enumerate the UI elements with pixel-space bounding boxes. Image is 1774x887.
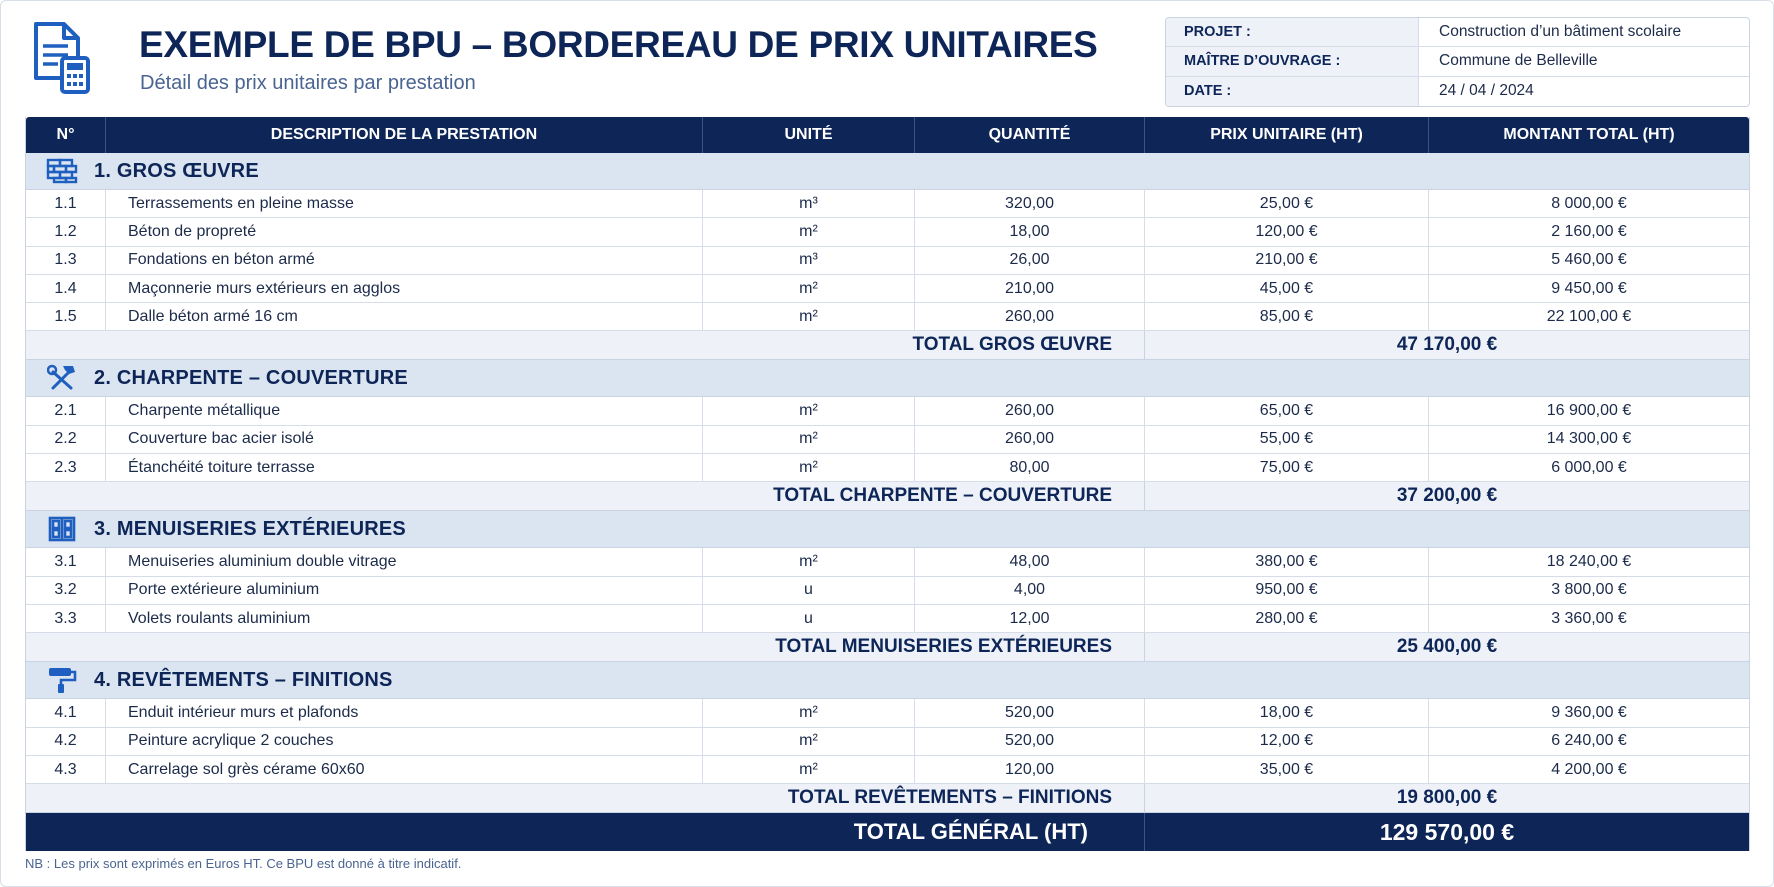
subtotal-label: TOTAL REVÊTEMENTS – FINITIONS: [26, 784, 1145, 812]
item-quantity: 18,00: [915, 218, 1145, 245]
item-description: Charpente métallique: [106, 397, 703, 424]
item-number: 1.5: [26, 303, 106, 330]
table-row: [26, 426, 1749, 454]
subtotal-label: TOTAL MENUISERIES EXTÉRIEURES: [26, 633, 1145, 661]
item-description: Peinture acrylique 2 couches: [106, 728, 703, 755]
item-description: Couverture bac acier isolé: [106, 426, 703, 453]
item-unit: u: [703, 605, 915, 632]
item-unit-price: 65,00 €: [1145, 397, 1429, 424]
item-description: Étanchéité toiture terrasse: [106, 454, 703, 481]
item-unit-price: 120,00 €: [1145, 218, 1429, 245]
column-header-number: N°: [26, 117, 106, 153]
table-row: [26, 303, 1749, 331]
item-quantity: 260,00: [915, 397, 1145, 424]
item-unit: u: [703, 577, 915, 604]
item-total: 16 900,00 €: [1546, 402, 1632, 420]
grand-total-label: TOTAL GÉNÉRAL (HT): [26, 813, 1145, 851]
item-description: Maçonnerie murs extérieurs en agglos: [106, 275, 703, 302]
info-value: Commune de Belleville: [1439, 52, 1598, 70]
table-row: [26, 605, 1749, 633]
item-total: 6 240,00 €: [1551, 732, 1627, 750]
table-row: [26, 275, 1749, 303]
item-number: 1.3: [26, 247, 106, 274]
item-total: 5 460,00 €: [1551, 251, 1627, 269]
section-title: 3. MENUISERIES EXTÉRIEURES: [94, 517, 406, 540]
item-number: 3.3: [26, 605, 106, 632]
page-title: EXEMPLE DE BPU – BORDEREAU DE PRIX UNITAIRES: [139, 24, 1098, 65]
subtotal-value: 19 800,00 €: [1396, 787, 1498, 809]
table-row: [26, 247, 1749, 275]
info-key: MAÎTRE D’OUVRAGE :: [1166, 47, 1419, 75]
item-quantity: 26,00: [915, 247, 1145, 274]
item-unit-price: 35,00 €: [1145, 756, 1429, 783]
item-total: 8 000,00 €: [1551, 194, 1627, 212]
item-description: Volets roulants aluminium: [106, 605, 703, 632]
section-title: 4. REVÊTEMENTS – FINITIONS: [94, 668, 393, 691]
item-description: Porte extérieure aluminium: [106, 577, 703, 604]
column-header-quantity: QUANTITÉ: [915, 117, 1145, 153]
bpu-table: [25, 117, 1750, 851]
table-row: [26, 699, 1749, 727]
item-quantity: 520,00: [915, 699, 1145, 726]
info-row-maitre-ouvrage: [1166, 47, 1749, 76]
table-row: [26, 397, 1749, 425]
section-title: 2. CHARPENTE – COUVERTURE: [94, 366, 408, 389]
column-header-total-amount: MONTANT TOTAL (HT): [1503, 126, 1675, 143]
item-number: 1.2: [26, 218, 106, 245]
info-value: 24 / 04 / 2024: [1439, 82, 1534, 100]
table-row: [26, 190, 1749, 218]
subtotal-value: 47 170,00 €: [1396, 334, 1498, 356]
item-quantity: 80,00: [915, 454, 1145, 481]
item-number: 4.1: [26, 699, 106, 726]
subtotal-label: TOTAL CHARPENTE – COUVERTURE: [26, 482, 1145, 510]
item-number: 1.1: [26, 190, 106, 217]
info-row-projet: [1166, 18, 1749, 47]
section-subtotal: [26, 482, 1749, 511]
window-icon: [44, 514, 80, 544]
section-header-gros-oeuvre: [26, 153, 1749, 190]
item-unit-price: 12,00 €: [1145, 728, 1429, 755]
item-unit: m²: [703, 275, 915, 302]
info-row-date: [1166, 77, 1749, 106]
item-total: 4 200,00 €: [1551, 760, 1627, 778]
item-unit: m²: [703, 548, 915, 575]
project-info-box: [1165, 17, 1750, 107]
table-header: [26, 117, 1749, 153]
item-quantity: 12,00: [915, 605, 1145, 632]
item-number: 4.3: [26, 756, 106, 783]
item-unit: m²: [703, 303, 915, 330]
section-title: 1. GROS ŒUVRE: [94, 159, 259, 182]
item-total: 9 360,00 €: [1551, 703, 1627, 721]
item-quantity: 520,00: [915, 728, 1145, 755]
info-key: DATE :: [1166, 77, 1419, 106]
item-unit: m²: [703, 426, 915, 453]
section-header-charpente-couverture: [26, 360, 1749, 397]
subtotal-value: 25 400,00 €: [1396, 636, 1498, 658]
item-quantity: 320,00: [915, 190, 1145, 217]
item-number: 1.4: [26, 275, 106, 302]
hammer-wrench-icon: [44, 363, 80, 393]
item-unit: m²: [703, 728, 915, 755]
table-row: [26, 756, 1749, 784]
item-number: 3.2: [26, 577, 106, 604]
info-value: Construction d’un bâtiment scolaire: [1439, 23, 1682, 41]
item-number: 2.1: [26, 397, 106, 424]
section-subtotal: [26, 784, 1749, 813]
table-row: [26, 454, 1749, 482]
item-quantity: 260,00: [915, 303, 1145, 330]
item-unit: m³: [703, 190, 915, 217]
item-number: 2.3: [26, 454, 106, 481]
item-quantity: 260,00: [915, 426, 1145, 453]
table-row: [26, 218, 1749, 246]
table-row: [26, 548, 1749, 576]
brick-wall-icon: [44, 156, 80, 186]
item-quantity: 4,00: [915, 577, 1145, 604]
paint-roller-icon: [44, 665, 80, 695]
item-quantity: 210,00: [915, 275, 1145, 302]
item-total: 2 160,00 €: [1551, 222, 1627, 240]
item-description: Terrassements en pleine masse: [106, 190, 703, 217]
grand-total-value: 129 570,00 €: [1379, 818, 1515, 845]
item-unit: m²: [703, 756, 915, 783]
item-quantity: 48,00: [915, 548, 1145, 575]
item-total: 14 300,00 €: [1546, 430, 1632, 448]
item-number: 3.1: [26, 548, 106, 575]
item-total: 9 450,00 €: [1551, 279, 1627, 297]
column-header-unit: UNITÉ: [703, 117, 915, 153]
item-total: 3 360,00 €: [1551, 609, 1627, 627]
item-description: Dalle béton armé 16 cm: [106, 303, 703, 330]
table-row: [26, 728, 1749, 756]
item-unit-price: 280,00 €: [1145, 605, 1429, 632]
item-number: 2.2: [26, 426, 106, 453]
subtotal-value: 37 200,00 €: [1396, 485, 1498, 507]
item-unit-price: 75,00 €: [1145, 454, 1429, 481]
item-description: Carrelage sol grès cérame 60x60: [106, 756, 703, 783]
item-unit: m²: [703, 699, 915, 726]
item-unit-price: 950,00 €: [1145, 577, 1429, 604]
item-unit-price: 45,00 €: [1145, 275, 1429, 302]
column-header-description: DESCRIPTION DE LA PRESTATION: [106, 117, 703, 153]
page-subtitle: Détail des prix unitaires par prestation: [140, 72, 476, 94]
section-subtotal: [26, 633, 1749, 662]
item-description: Enduit intérieur murs et plafonds: [106, 699, 703, 726]
section-subtotal: [26, 331, 1749, 360]
item-unit-price: 85,00 €: [1145, 303, 1429, 330]
table-row: [26, 577, 1749, 605]
item-total: 3 800,00 €: [1551, 581, 1627, 599]
info-key: PROJET :: [1166, 18, 1419, 46]
item-description: Menuiseries aluminium double vitrage: [106, 548, 703, 575]
grand-total-row: [26, 813, 1749, 851]
item-unit-price: 210,00 €: [1145, 247, 1429, 274]
column-header-unit-price: PRIX UNITAIRE (HT): [1145, 117, 1429, 153]
item-unit-price: 18,00 €: [1145, 699, 1429, 726]
document-calculator-icon: [30, 20, 100, 94]
item-description: Fondations en béton armé: [106, 247, 703, 274]
item-unit: m³: [703, 247, 915, 274]
item-unit: m²: [703, 454, 915, 481]
item-unit: m²: [703, 218, 915, 245]
item-quantity: 120,00: [915, 756, 1145, 783]
item-unit-price: 25,00 €: [1145, 190, 1429, 217]
item-number: 4.2: [26, 728, 106, 755]
item-unit-price: 55,00 €: [1145, 426, 1429, 453]
item-total: 22 100,00 €: [1546, 307, 1632, 325]
item-unit-price: 380,00 €: [1145, 548, 1429, 575]
item-total: 6 000,00 €: [1551, 458, 1627, 476]
item-total: 18 240,00 €: [1546, 553, 1632, 571]
item-description: Béton de propreté: [106, 218, 703, 245]
section-header-menuiseries-exterieures: [26, 511, 1749, 548]
item-unit: m²: [703, 397, 915, 424]
section-header-revetements-finitions: [26, 662, 1749, 699]
footnote: NB : Les prix sont exprimés en Euros HT. Ce BPU est donné à titre indicatif.: [25, 856, 462, 871]
subtotal-label: TOTAL GROS ŒUVRE: [26, 331, 1145, 359]
